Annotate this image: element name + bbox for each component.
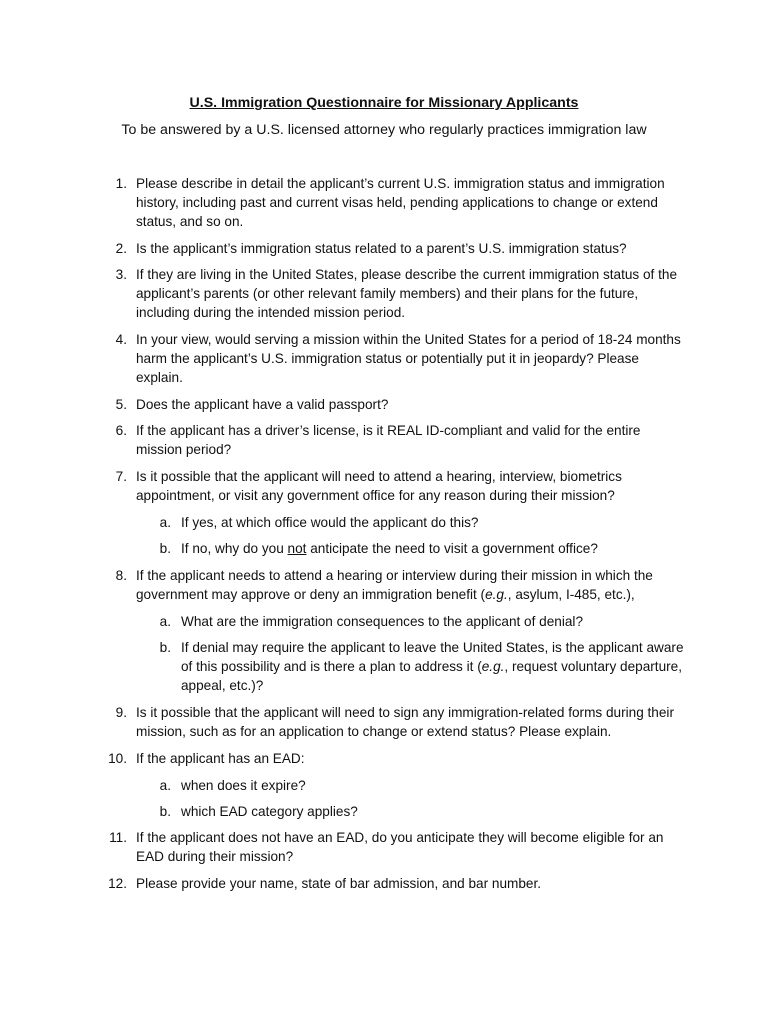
subquestion-letter: b.: [159, 640, 171, 655]
question-number: 6.: [115, 423, 127, 438]
underlined-not: not: [287, 541, 307, 556]
question-text: Please provide your name, state of bar admission, and bar number.: [136, 876, 542, 891]
question-11: [109, 828, 684, 866]
question-text: Is it possible that the applicant will need to attend a hearing, interview, biometrics appointment, or visit any government office for any reason during their mission?: [136, 469, 622, 503]
question-7b: [159, 539, 684, 558]
question-7: [115, 467, 684, 505]
question-number: 2.: [115, 241, 127, 256]
question-text: Does the applicant have a valid passport?: [136, 397, 389, 412]
question-number: 3.: [115, 267, 127, 282]
question-3: [115, 265, 684, 322]
subquestion-letter: b.: [159, 541, 171, 556]
subquestion-text: If yes, at which office would the applicant do this?: [181, 515, 479, 530]
question-10a: [159, 776, 684, 795]
question-8b: [159, 638, 684, 695]
question-9: [115, 703, 684, 741]
question-text: If the applicant does not have an EAD, do you anticipate they will become eligible for an EAD during their mission?: [136, 830, 664, 864]
question-number: 8.: [115, 568, 127, 583]
question-number: 4.: [115, 332, 127, 347]
subquestion-letter: a.: [159, 778, 171, 793]
subquestion-text: If denial may require the applicant to leave the United States, is the applicant aware of this possibility and is there a plan to address it (e.g., request voluntary departure, appeal, etc.)?: [181, 640, 684, 693]
subquestion-text: If no, why do you not anticipate the need to visit a government office?: [181, 541, 598, 556]
question-number: 10.: [108, 751, 127, 766]
question-number: 11.: [109, 830, 127, 845]
question-text: If they are living in the United States, please describe the current immigration status of the applicant’s parents (or other relevant family members) and their plans for the future, including during the intended mission period.: [136, 267, 678, 320]
subquestion-letter: b.: [159, 804, 171, 819]
question-text: Is the applicant’s immigration status related to a parent’s U.S. immigration status?: [136, 241, 627, 256]
question-number: 7.: [115, 469, 127, 484]
question-number: 5.: [115, 397, 127, 412]
question-8: [115, 566, 684, 604]
question-text: Is it possible that the applicant will need to sign any immigration-related forms during their mission, such as for an application to change or extend status? Please explain.: [136, 705, 674, 739]
subquestion-text: when does it expire?: [181, 778, 306, 793]
question-2: [115, 239, 684, 258]
question-text: If the applicant needs to attend a hearing or interview during their mission in which the government may approve or deny an immigration benefit (e.g., asylum, I-485, etc.),: [136, 568, 653, 602]
question-10: [108, 749, 684, 768]
question-number: 9.: [115, 705, 127, 720]
question-text: In your view, would serving a mission within the United States for a period of 18-24 months harm the applicant’s U.S. immigration status or potentially put it in jeopardy? Please explain.: [136, 332, 681, 385]
subquestion-text: which EAD category applies?: [181, 804, 358, 819]
question-text: If the applicant has an EAD:: [136, 751, 305, 766]
question-text: Please describe in detail the applicant’s current U.S. immigration status and immigration history, including past and current visas held, pending applications to change or extend status, and so on.: [136, 176, 665, 229]
question-text: If the applicant has a driver’s license, is it REAL ID-compliant and valid for the entire mission period?: [136, 423, 641, 457]
subquestion-letter: a.: [159, 515, 171, 530]
question-8a: [159, 612, 684, 631]
question-10b: [159, 802, 684, 821]
question-number: 12.: [108, 876, 127, 891]
question-1: [115, 174, 684, 231]
document-title: U.S. Immigration Questionnaire for Missionary Applicants: [189, 95, 579, 111]
question-7a: [159, 513, 684, 532]
question-4: [115, 330, 684, 387]
question-6: [115, 421, 684, 459]
subquestion-letter: a.: [159, 614, 171, 629]
question-number: 1.: [115, 176, 127, 191]
question-12: [108, 874, 684, 893]
question-5: [115, 395, 684, 414]
document-subtitle: To be answered by a U.S. licensed attorney who regularly practices immigration law: [121, 122, 647, 138]
subquestion-text: What are the immigration consequences to the applicant of denial?: [181, 614, 584, 629]
